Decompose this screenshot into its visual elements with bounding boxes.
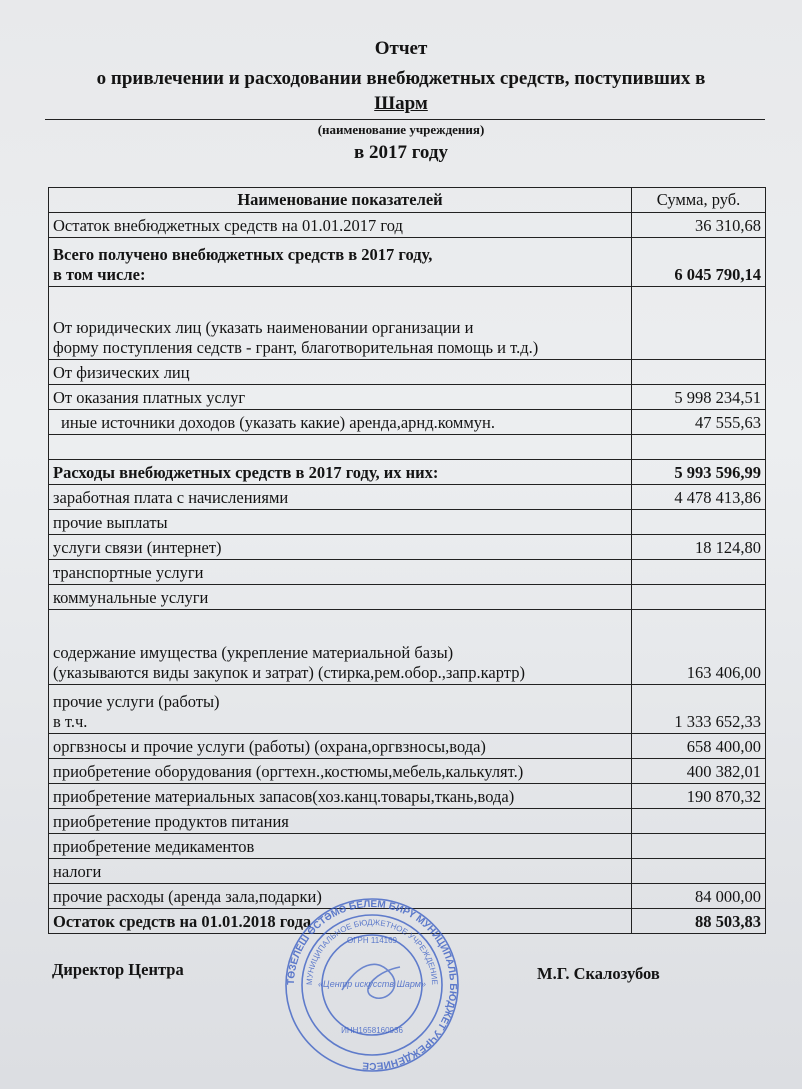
stamp-outer-text: ТӨЗЕЛЕШ ӨСТӘМӘ БЕЛЕМ БИРҮ МУНИЦИПАЛЬ БЮДЖЕТ УЧРЕЖДЕНИЕСЕ bbox=[285, 898, 459, 1072]
table-row bbox=[49, 360, 766, 385]
row-name: От юридических лиц (указать наименовании организации и форму поступления седств - грант, благотворительная помощь и т.д.) bbox=[49, 287, 632, 360]
table-row bbox=[49, 560, 766, 585]
signature-name: М.Г. Скалозубов bbox=[537, 964, 660, 983]
row-name: коммунальные услуги bbox=[49, 585, 632, 610]
row-sum: 5 993 596,99 bbox=[632, 460, 766, 485]
row-name: Расходы внебюджетных средств в 2017 году, их них: bbox=[49, 460, 632, 485]
row-sum: 190 870,32 bbox=[632, 784, 766, 809]
table-row bbox=[49, 734, 766, 759]
row-sum: 47 555,63 bbox=[632, 410, 766, 435]
row-name: От оказания платных услуг bbox=[49, 385, 632, 410]
table-row bbox=[49, 287, 766, 360]
row-name: Остаток внебюджетных средств на 01.01.2017 год bbox=[49, 213, 632, 238]
institution-caption: (наименование учреждения) bbox=[317, 122, 485, 137]
column-header-name: Наименование показателей bbox=[49, 188, 632, 213]
row-name: Всего получено внебюджетных средств в 2017 году, в том числе: bbox=[49, 238, 632, 287]
row-sum: 88 503,83 bbox=[632, 909, 766, 934]
row-sum bbox=[632, 809, 766, 834]
row-name: приобретение медикаментов bbox=[49, 834, 632, 859]
row-sum: 18 124,80 bbox=[632, 535, 766, 560]
table-row bbox=[49, 410, 766, 435]
table-row bbox=[49, 460, 766, 485]
row-sum: 4 478 413,86 bbox=[632, 485, 766, 510]
document-title: Отчет bbox=[374, 38, 428, 59]
row-sum: 658 400,00 bbox=[632, 734, 766, 759]
row-name: заработная плата с начислениями bbox=[49, 485, 632, 510]
row-sum bbox=[632, 360, 766, 385]
table-row bbox=[49, 759, 766, 784]
row-name: транспортные услуги bbox=[49, 560, 632, 585]
table-row bbox=[49, 685, 766, 734]
report-table bbox=[48, 187, 766, 934]
table-row bbox=[49, 610, 766, 685]
row-name: Остаток средств на 01.01.2018 года bbox=[49, 909, 632, 934]
stamp-center-text: «Центр искусств Шарм» bbox=[318, 979, 426, 989]
row-name: прочие выплаты bbox=[49, 510, 632, 535]
row-name: оргвзносы и прочие услуги (работы) (охрана,оргвзносы,вода) bbox=[49, 734, 632, 759]
row-sum: 1 333 652,33 bbox=[632, 685, 766, 734]
row-sum: 36 310,68 bbox=[632, 213, 766, 238]
row-sum: 6 045 790,14 bbox=[632, 238, 766, 287]
row-sum bbox=[632, 287, 766, 360]
row-name: налоги bbox=[49, 859, 632, 884]
table-row bbox=[49, 535, 766, 560]
table-row bbox=[49, 238, 766, 287]
document-subtitle: о привлечении и расходовании внебюджетных средств, поступивших в bbox=[96, 68, 706, 89]
table-row bbox=[49, 213, 766, 238]
table-header-row bbox=[49, 188, 766, 213]
row-sum bbox=[632, 859, 766, 884]
row-sum bbox=[632, 510, 766, 535]
row-name: приобретение продуктов питания bbox=[49, 809, 632, 834]
table-row bbox=[49, 809, 766, 834]
report-year: в 2017 году bbox=[354, 142, 448, 163]
table-row bbox=[49, 859, 766, 884]
row-name: приобретение оборудования (оргтехн.,костюмы,мебель,калькулят.) bbox=[49, 759, 632, 784]
row-sum bbox=[632, 560, 766, 585]
institution-underline bbox=[45, 119, 765, 120]
table-row bbox=[49, 784, 766, 809]
table-row bbox=[49, 485, 766, 510]
row-name: содержание имущества (укрепление материальной базы) (указываются виды закупок и затрат) (стирка,рем.обор.,запр.картр) bbox=[49, 610, 632, 685]
row-name: услуги связи (интернет) bbox=[49, 535, 632, 560]
row-name: прочие услуги (работы) в т.ч. bbox=[49, 685, 632, 734]
row-name: прочие расходы (аренда зала,подарки) bbox=[49, 884, 632, 909]
stamp-inner-text: МУНИЦИПАЛЬНОЕ БЮДЖЕТНОЕ УЧРЕЖДЕНИЕ bbox=[304, 917, 440, 986]
stamp-ogrn: ОГРН 114169 bbox=[347, 936, 397, 945]
row-name: иные источники доходов (указать какие) аренда,арнд.коммун. bbox=[49, 410, 632, 435]
official-stamp bbox=[282, 895, 462, 1075]
row-name: От физических лиц bbox=[49, 360, 632, 385]
table-row bbox=[49, 510, 766, 535]
row-name: приобретение материальных запасов(хоз.канц.товары,ткань,вода) bbox=[49, 784, 632, 809]
table-row bbox=[49, 385, 766, 410]
table-row bbox=[49, 585, 766, 610]
signature-position: Директор Центра bbox=[52, 960, 184, 979]
row-name bbox=[49, 435, 632, 460]
table-row bbox=[49, 435, 766, 460]
stamp-inn: ИНН1658160936 bbox=[341, 1026, 403, 1035]
column-header-sum: Сумма, руб. bbox=[632, 188, 766, 213]
row-sum bbox=[632, 834, 766, 859]
svg-text:МУНИЦИПАЛЬНОЕ БЮДЖЕТНОЕ УЧРЕЖД bbox=[305, 918, 439, 985]
row-sum: 5 998 234,51 bbox=[632, 385, 766, 410]
row-sum: 400 382,01 bbox=[632, 759, 766, 784]
institution-name: Шарм bbox=[374, 93, 428, 114]
row-sum bbox=[632, 585, 766, 610]
row-sum bbox=[632, 435, 766, 460]
row-sum: 84 000,00 bbox=[632, 884, 766, 909]
row-sum: 163 406,00 bbox=[632, 610, 766, 685]
table-row bbox=[49, 834, 766, 859]
